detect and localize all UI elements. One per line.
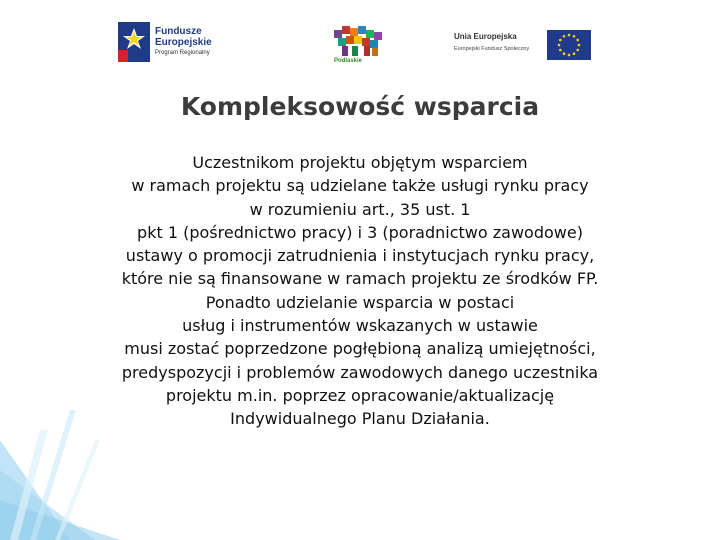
bison-mosaic-icon (330, 24, 390, 58)
body-line: usług i instrumentów wskazanych w ustawie (182, 316, 538, 336)
body-line: musi zostać poprzedzone pogłębioną analizą umiejętności, (124, 339, 596, 359)
body-line: pkt 1 (pośrednictwo pracy) i 3 (poradnictwo zawodowe) (137, 222, 583, 242)
fundusze-line2: Europejskie (155, 37, 212, 48)
body-line: które nie są finansowane w ramach projektu ze środków FP. (121, 269, 599, 289)
fundusze-line1: Fundusze (155, 26, 202, 37)
eu-line1: Unia Europejska (454, 32, 517, 41)
body-line: projektu m.in. poprzez opracowanie/aktualizację (165, 385, 555, 405)
fundusze-europejskie-logo (118, 22, 228, 64)
body-line: Ponadto udzielanie wsparcia w postaci (205, 292, 515, 312)
fundusze-star-icon (118, 22, 150, 62)
slide-title: Kompleksowość wsparcia (180, 92, 540, 121)
body-line: Uczestnikom projektu objętym wsparciem (192, 153, 528, 172)
eu-line2: Europejski Fundusz Społeczny (454, 46, 530, 52)
podlaskie-logo (330, 24, 390, 66)
body-line: predyspozycji i problemów zawodowych danego uczestnika (121, 362, 599, 382)
body-text (30, 151, 690, 431)
body-line: w ramach projektu są udzielane także usługi rynku pracy (131, 176, 589, 196)
fundusze-line3: Program Regionalny (155, 50, 210, 56)
eu-logo (450, 30, 595, 60)
podlaskie-label: Podlaskie (334, 58, 363, 64)
body-line: ustawy o promocji zatrudnienia i instytucjach rynku pracy, (125, 246, 595, 266)
body-line: w rozumieniu art., 35 ust. 1 (249, 199, 471, 219)
body-line: Indywidualnego Planu Działania. (230, 409, 490, 429)
eu-flag-icon (547, 30, 591, 60)
